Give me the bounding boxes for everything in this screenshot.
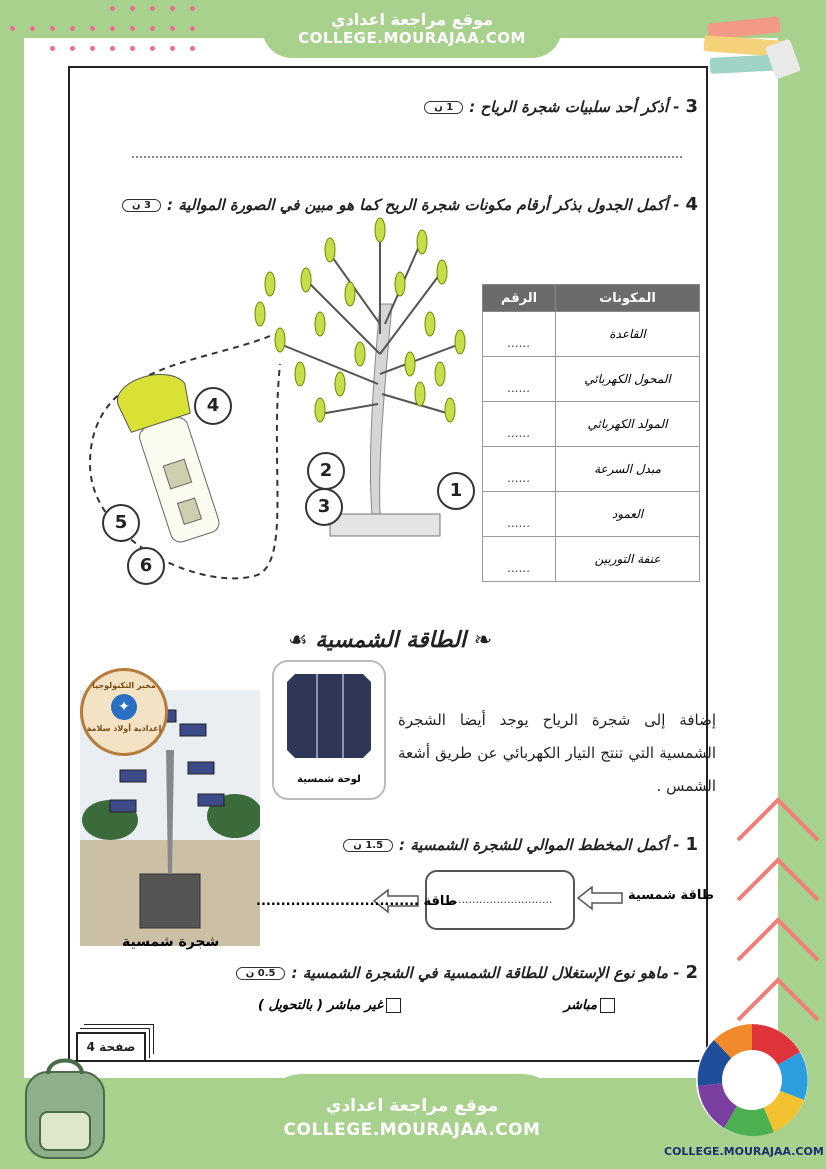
number-cell[interactable]: ...... [483, 492, 556, 537]
option-indirect[interactable] [258, 998, 401, 1013]
points-badge: 3 ن [122, 199, 161, 212]
component-name: المحول الكهربائي [556, 357, 700, 402]
solar-question-1 [343, 834, 698, 855]
section-title: الطاقة الشمسية [315, 628, 467, 653]
points-badge: 0.5 ن [236, 967, 286, 980]
option-label: غير مباشر ( بالتحويل ) [258, 998, 383, 1013]
books-icon [700, 12, 800, 92]
diagram-number-6: 6 [127, 547, 165, 585]
site-banner-bottom [262, 1074, 562, 1169]
component-name: القاعدة [556, 312, 700, 357]
table-header-number: الرقم [483, 285, 556, 312]
flow-input-label: طاقة شمسية [628, 888, 714, 903]
diagram-number-3: 3 [305, 488, 343, 526]
option-direct[interactable] [564, 998, 615, 1013]
flow-output-field[interactable]: طاقة ................................. [256, 894, 458, 909]
table-row [483, 537, 700, 582]
number-cell[interactable]: ...... [483, 312, 556, 357]
component-name: عنفة التوربين [556, 537, 700, 582]
backpack-icon [16, 1052, 114, 1162]
page-number: صفحة 4 [76, 1032, 146, 1062]
question-text: - أكمل الجدول بذكر أرقام مكونات شجرة الريح كما هو مبين في الصورة الموالية : [166, 196, 680, 214]
chevron-decoration-icon [732, 790, 826, 1040]
question-4 [122, 194, 698, 215]
table-row [483, 357, 700, 402]
section-heading [270, 628, 510, 653]
logo-text-top: مخبر التكنولوجيا [92, 681, 156, 690]
solar-paragraph: إضافة إلى شجرة الرياح يوجد أيضا الشجرة الشمسية التي تنتج التيار الكهربائي عن طريق أشعة الشمس . [398, 711, 716, 795]
question-number: 3 [685, 96, 698, 117]
site-banner-top [262, 0, 562, 58]
site-url[interactable]: COLLEGE.MOURAJAA.COM [298, 29, 526, 47]
logo-text-bottom: إعدادية أولاد سلامة [86, 724, 162, 733]
ornament-icon: ☙ [287, 628, 316, 653]
number-cell[interactable]: ...... [483, 402, 556, 447]
table-header-component: المكونات [556, 285, 700, 312]
lab-logo [80, 668, 168, 756]
site-url[interactable]: COLLEGE.MOURAJAA.COM [283, 1120, 541, 1140]
checkbox[interactable] [600, 998, 615, 1013]
table-row [483, 492, 700, 537]
number-cell[interactable]: ...... [483, 447, 556, 492]
table-row [483, 312, 700, 357]
points-badge: 1 ن [424, 101, 463, 114]
question-3 [424, 96, 698, 117]
checkbox[interactable] [386, 998, 401, 1013]
table-row [483, 402, 700, 447]
solar-panel-icon [287, 674, 371, 758]
logo-url[interactable]: COLLEGE.MOURAJAA.COM [664, 1145, 824, 1158]
question-number: 2 [685, 962, 698, 983]
logo-emblem-icon: ✦ [111, 694, 137, 720]
tree-caption: شجرة شمسية [122, 934, 220, 950]
wind-tree-illustration [80, 214, 480, 598]
site-name: موقع مراجعة اعدادي [330, 10, 494, 29]
component-name: المولد الكهربائي [556, 402, 700, 447]
number-cell[interactable]: ...... [483, 357, 556, 402]
ornament-icon: ❧ [466, 628, 493, 653]
question-text: - أكمل المخطط الموالي للشجرة الشمسية : [399, 836, 680, 854]
question-text: - ماهو نوع الإستغلال للطاقة الشمسية في الشجرة الشمسية : [291, 964, 680, 982]
option-label: مباشر [564, 998, 597, 1013]
answer-line [132, 156, 682, 158]
question-text: - أذكر أحد سلبيات شجرة الرياح : [469, 98, 680, 116]
solar-question-2 [236, 962, 698, 983]
diagram-number-2: 2 [307, 452, 345, 490]
flow-conversion-box[interactable]: .............................. [425, 870, 575, 930]
arrow-left-icon [576, 885, 624, 911]
table-row [483, 447, 700, 492]
site-logo-icon [694, 1022, 810, 1138]
component-name: مبدل السرعة [556, 447, 700, 492]
site-name: موقع مراجعة اعدادي [325, 1096, 499, 1116]
question-number: 1 [685, 834, 698, 855]
number-cell[interactable]: ...... [483, 537, 556, 582]
diagram-number-1: 1 [437, 472, 475, 510]
component-name: العمود [556, 492, 700, 537]
diagram-number-4: 4 [194, 387, 232, 425]
diagram-number-5: 5 [102, 504, 140, 542]
solar-panel-inset [272, 660, 386, 800]
points-badge: 1.5 ن [343, 839, 393, 852]
question-number: 4 [685, 194, 698, 215]
panel-caption: لوحة شمسية [297, 774, 361, 785]
components-table [482, 284, 700, 582]
